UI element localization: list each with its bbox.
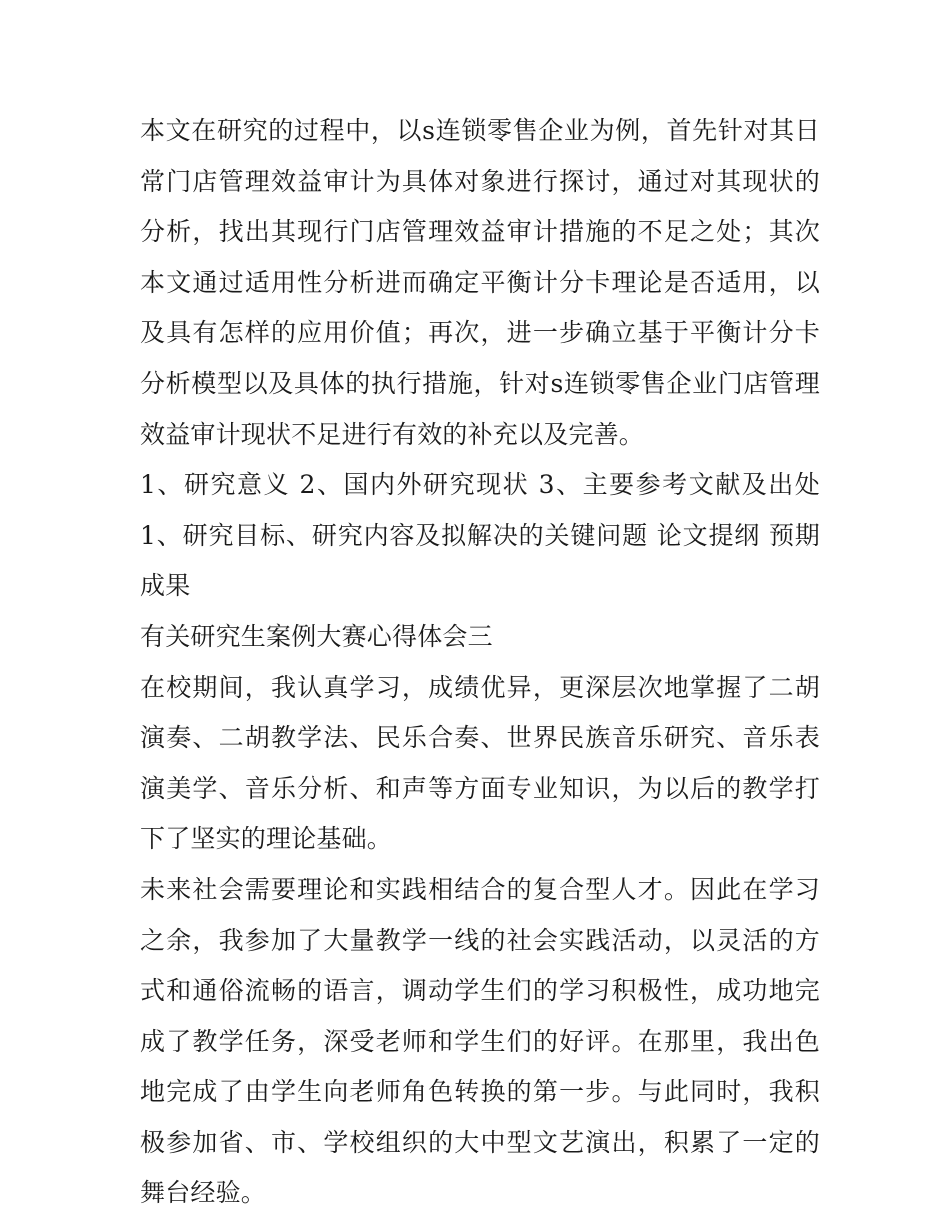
document-body	[140, 106, 820, 1219]
paragraph-outline-items: 1、研究意义 2、国内外研究现状 3、主要参考文献及出处 1、研究目标、研究内容及拟解决的关键问题 论文提纲 预期成果	[140, 470, 820, 601]
paragraph-research-overview: 本文在研究的过程中，以s连锁零售企业为例，首先针对其日常门店管理效益审计为具体对象进行探讨，通过对其现状的分析，找出其现行门店管理效益审计措施的不足之处；其次本文通过适用性分析进而确定平衡计分卡理论是否适用，以及具有怎样的应用价值；再次，进一步确立基于平衡计分卡分析模型以及具体的执行措施，针对s连锁零售企业门店管理效益审计现状不足进行有效的补充以及完善。	[140, 116, 820, 449]
paragraph-study-experience: 在校期间，我认真学习，成绩优异，更深层次地掌握了二胡演奏、二胡教学法、民乐合奏、世界民族音乐研究、音乐表演美学、音乐分析、和声等方面专业知识，为以后的教学打下了坚实的理论基础。	[140, 672, 820, 854]
paragraph-section-heading: 有关研究生案例大赛心得体会三	[140, 621, 493, 651]
paragraph-practice-experience: 未来社会需要理论和实践相结合的复合型人才。因此在学习之余，我参加了大量教学一线的社会实践活动，以灵活的方式和通俗流畅的语言，调动学生们的学习积极性，成功地完成了教学任务，深受老师和学生们的好评。在那里，我出色地完成了由学生向老师角色转换的第一步。与此同时，我积极参加省、市、学校组织的大中型文艺演出，积累了一定的舞台经验。	[140, 874, 820, 1208]
